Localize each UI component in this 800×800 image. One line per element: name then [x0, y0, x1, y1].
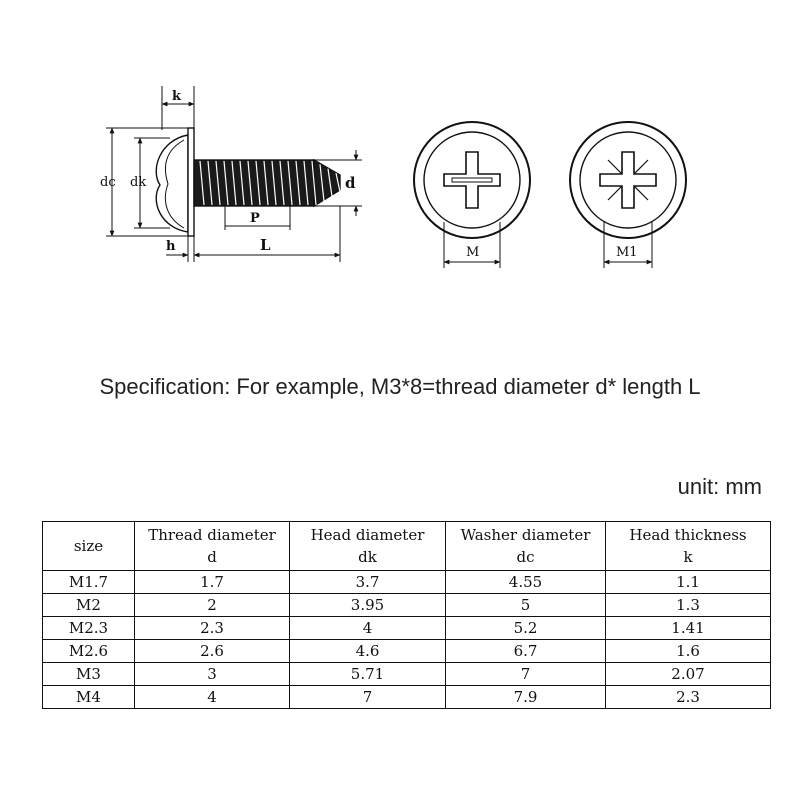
column-header-name: Washer diameter — [460, 526, 591, 544]
column-header — [43, 522, 135, 571]
specification-text: Specification: For example, M3*8=thread diameter d* length L — [99, 374, 701, 399]
column-header — [135, 522, 290, 571]
unit-label: unit: mm — [677, 474, 762, 499]
table-cell: 2.3 — [135, 617, 290, 640]
table-row — [43, 571, 771, 594]
table-cell: 2.3 — [606, 686, 771, 709]
table-cell: M2.6 — [43, 640, 135, 663]
table-cell: 4.6 — [290, 640, 446, 663]
table-body — [43, 571, 771, 709]
table-cell: 7.9 — [446, 686, 606, 709]
spec-table — [42, 521, 771, 709]
table-cell: 5.71 — [290, 663, 446, 686]
table-row — [43, 617, 771, 640]
table-row — [43, 640, 771, 663]
table-cell: 5.2 — [446, 617, 606, 640]
table-cell: 5 — [446, 594, 606, 617]
label-p: P — [250, 211, 260, 226]
label-d: d — [345, 174, 356, 192]
label-k: k — [172, 89, 182, 104]
table-cell: M4 — [43, 686, 135, 709]
table-cell: 3.95 — [290, 594, 446, 617]
column-header-symbol: dk — [358, 548, 377, 566]
table-cell: M2 — [43, 594, 135, 617]
washer-flange — [188, 128, 194, 236]
table-header-row — [43, 522, 771, 571]
table-cell: 1.6 — [606, 640, 771, 663]
column-header-symbol: d — [207, 548, 217, 566]
screw-dimension-diagram — [0, 0, 800, 300]
table-cell: 3 — [135, 663, 290, 686]
table-row — [43, 594, 771, 617]
table-cell: 1.1 — [606, 571, 771, 594]
column-header-symbol: k — [683, 548, 693, 566]
table-cell: 4.55 — [446, 571, 606, 594]
column-header — [606, 522, 771, 571]
screw-tip — [314, 160, 340, 206]
table-row — [43, 663, 771, 686]
table-cell: 7 — [446, 663, 606, 686]
label-M: M — [466, 245, 480, 260]
label-h: h — [166, 239, 176, 254]
column-header-name: Thread diameter — [148, 526, 276, 544]
column-header-name: size — [73, 537, 104, 555]
table-cell: 6.7 — [446, 640, 606, 663]
column-header-name: Head diameter — [310, 526, 425, 544]
table-cell: M3 — [43, 663, 135, 686]
column-header-name: Head thickness — [629, 526, 747, 544]
table-cell: 4 — [290, 617, 446, 640]
table-cell: M1.7 — [43, 571, 135, 594]
table-cell: M2.3 — [43, 617, 135, 640]
label-M1: M1 — [616, 245, 638, 260]
table-cell: 4 — [135, 686, 290, 709]
column-header — [290, 522, 446, 571]
label-L: L — [260, 236, 271, 254]
table-cell: 1.7 — [135, 571, 290, 594]
screw-side-view — [156, 128, 340, 236]
column-header — [446, 522, 606, 571]
column-header-symbol: dc — [516, 548, 535, 566]
table-cell: 3.7 — [290, 571, 446, 594]
table-cell: 1.41 — [606, 617, 771, 640]
table-cell: 7 — [290, 686, 446, 709]
table-row — [43, 686, 771, 709]
label-dc: dc — [100, 175, 116, 190]
table-cell: 2.07 — [606, 663, 771, 686]
table-cell: 2.6 — [135, 640, 290, 663]
table-cell: 2 — [135, 594, 290, 617]
table-cell: 1.3 — [606, 594, 771, 617]
label-dk: dk — [130, 175, 147, 190]
